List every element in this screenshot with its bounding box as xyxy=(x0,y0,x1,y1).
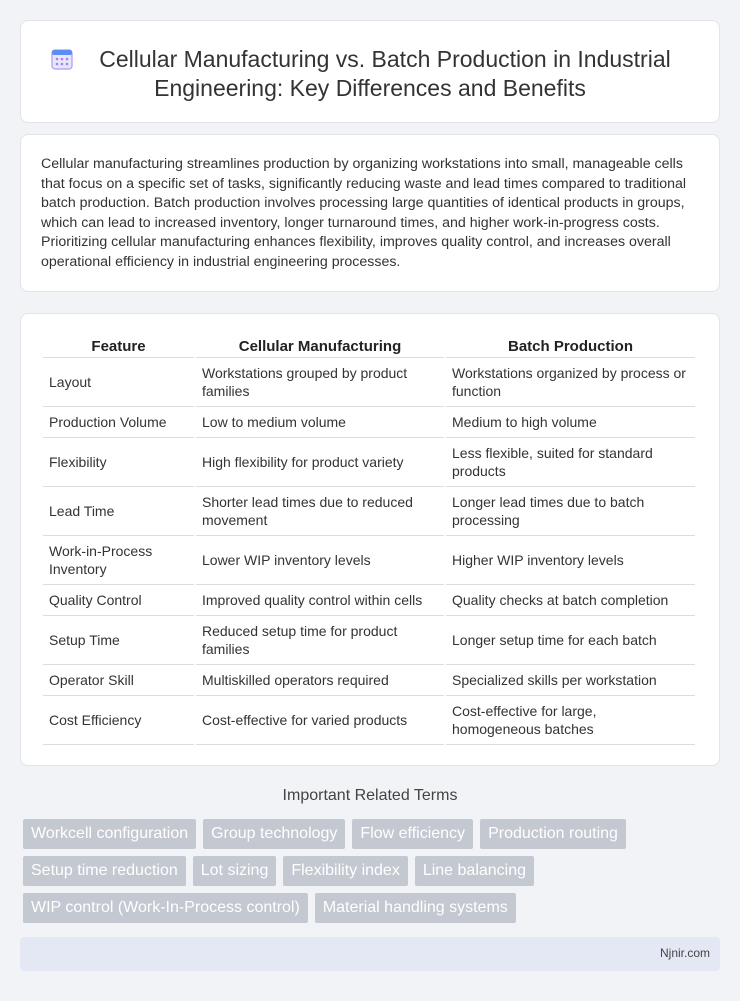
table-cell: Less flexible, suited for standard products xyxy=(446,438,695,487)
table-cell: Work-in-Process Inventory xyxy=(43,536,194,585)
table-cell: Low to medium volume xyxy=(196,407,444,438)
term-tag[interactable]: WIP control (Work-In-Process control) xyxy=(23,893,308,923)
term-tag[interactable]: Group technology xyxy=(203,819,345,849)
table-cell: Cost Efficiency xyxy=(43,696,194,745)
table-cell: Higher WIP inventory levels xyxy=(446,536,695,585)
table-cell: Setup Time xyxy=(43,616,194,665)
table-cell: Workstations organized by process or function xyxy=(446,358,695,407)
table-cell: Medium to high volume xyxy=(446,407,695,438)
footer xyxy=(20,937,720,971)
intro-card xyxy=(20,134,720,292)
table-row xyxy=(43,407,695,438)
intro-paragraph: Cellular manufacturing streamlines production by organizing workstations into small, manageable cells that focus on a specific set of tasks, significantly reducing waste and lead times compared to traditional batch production. Batch production involves processing large quantities of identical products in groups, which can lead to increased inventory, longer turnaround times, and higher work-in-progress costs. Prioritizing cellular manufacturing enhances flexibility, improves quality control, and increases overall operational efficiency in industrial engineering processes. xyxy=(41,156,687,270)
table-cell: Flexibility xyxy=(43,438,194,487)
table-cell: Longer setup time for each batch xyxy=(446,616,695,665)
tag-row xyxy=(23,893,723,923)
table-cell: Workstations grouped by product families xyxy=(196,358,444,407)
column-header-feature: Feature xyxy=(43,334,194,358)
table-cell: Multiskilled operators required xyxy=(196,665,444,696)
title-card xyxy=(20,20,720,123)
table-cell: Cost-effective for varied products xyxy=(196,696,444,745)
table-cell: Operator Skill xyxy=(43,665,194,696)
term-tag[interactable]: Lot sizing xyxy=(193,856,277,886)
table-cell: Layout xyxy=(43,358,194,407)
related-terms-heading: Important Related Terms xyxy=(282,787,458,804)
tag-row xyxy=(23,819,723,849)
table-row xyxy=(43,536,695,585)
table-cell: Quality checks at batch completion xyxy=(446,585,695,616)
comparison-table xyxy=(41,334,697,745)
page-title-line2: Engineering: Key Differences and Benefits xyxy=(154,75,586,101)
term-tag[interactable]: Flexibility index xyxy=(283,856,407,886)
tag-row xyxy=(23,856,723,886)
term-tag[interactable]: Flow efficiency xyxy=(352,819,473,849)
table-cell: Specialized skills per workstation xyxy=(446,665,695,696)
table-cell: Shorter lead times due to reduced movement xyxy=(196,487,444,536)
table-cell: High flexibility for product variety xyxy=(196,438,444,487)
related-terms-list xyxy=(23,819,723,930)
table-cell: Quality Control xyxy=(43,585,194,616)
table-cell: Lead Time xyxy=(43,487,194,536)
table-cell: Cost-effective for large, homogeneous batches xyxy=(446,696,695,745)
table-row xyxy=(43,665,695,696)
column-header-batch: Batch Production xyxy=(446,334,695,358)
term-tag[interactable]: Setup time reduction xyxy=(23,856,186,886)
table-cell: Reduced setup time for product families xyxy=(196,616,444,665)
table-header-row xyxy=(43,334,695,358)
table-cell: Improved quality control within cells xyxy=(196,585,444,616)
table-row xyxy=(43,358,695,407)
term-tag[interactable]: Material handling systems xyxy=(315,893,516,923)
column-header-cellular: Cellular Manufacturing xyxy=(196,334,444,358)
table-row xyxy=(43,438,695,487)
table-row xyxy=(43,487,695,536)
table-row xyxy=(43,616,695,665)
table-row xyxy=(43,696,695,745)
page-title-line1: Cellular Manufacturing vs. Batch Production in Industrial xyxy=(99,46,671,72)
term-tag[interactable]: Production routing xyxy=(480,819,626,849)
table-cell: Production Volume xyxy=(43,407,194,438)
term-tag[interactable]: Workcell configuration xyxy=(23,819,196,849)
table-cell: Lower WIP inventory levels xyxy=(196,536,444,585)
comparison-table-card xyxy=(20,313,720,766)
term-tag[interactable]: Line balancing xyxy=(415,856,534,886)
page-title xyxy=(21,45,719,103)
table-row xyxy=(43,585,695,616)
footer-site-name: Njnir.com xyxy=(659,946,710,960)
table-cell: Longer lead times due to batch processing xyxy=(446,487,695,536)
